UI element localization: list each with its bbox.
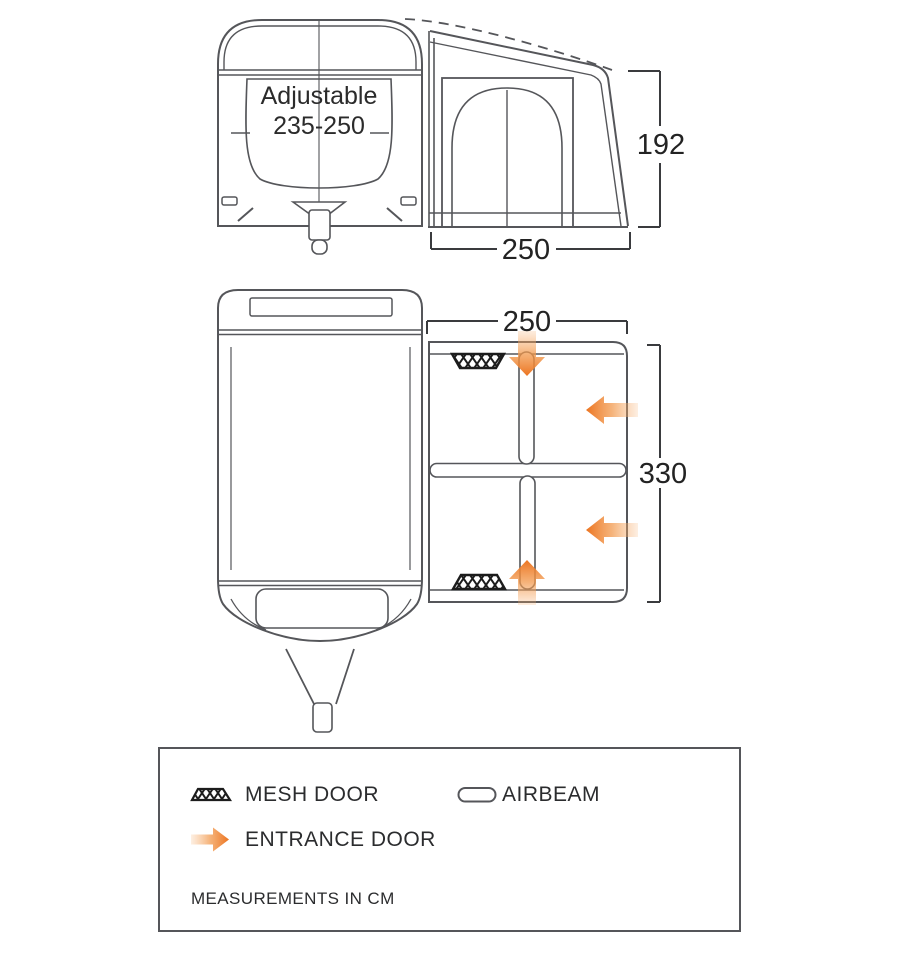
entrance-door-arrow-icon	[191, 827, 231, 852]
awning-side-profile	[405, 19, 628, 227]
width-dimension-label: 250	[502, 306, 552, 338]
legend-airbeam-label: AIRBEAM	[502, 783, 601, 806]
a-frame-drawbar	[286, 649, 354, 704]
legend-entrance-door-label: ENTRANCE DOOR	[245, 828, 436, 851]
depth-dimension-label: 250	[501, 234, 551, 266]
jockey-wheel-stem	[312, 240, 327, 254]
length-dimension-label: 330	[638, 458, 688, 490]
hitch-coupling	[313, 703, 332, 732]
legend-box	[158, 747, 741, 932]
gas-locker-box	[256, 589, 388, 628]
legend-measurements-note: MEASUREMENTS IN CM	[191, 889, 395, 908]
mesh-door-bottom	[453, 575, 505, 589]
jockey-housing	[309, 210, 330, 240]
airbeam-icon	[457, 786, 499, 804]
caravan-adjustable-label-line2: 235-250	[273, 112, 365, 140]
mesh-door-top	[452, 354, 504, 368]
awning-left-wall	[429, 31, 434, 227]
floor-plan-view	[0, 285, 900, 745]
height-dimension-label: 192	[636, 129, 686, 161]
caravan-plan-view	[218, 290, 422, 732]
middle-airbeam	[430, 464, 626, 478]
caravan-adjustable-label-line1: Adjustable	[260, 82, 378, 110]
legend-mesh-door-label: MESH DOOR	[245, 783, 380, 806]
side-elevation-view	[0, 0, 900, 285]
mesh-door-icon	[190, 787, 234, 803]
